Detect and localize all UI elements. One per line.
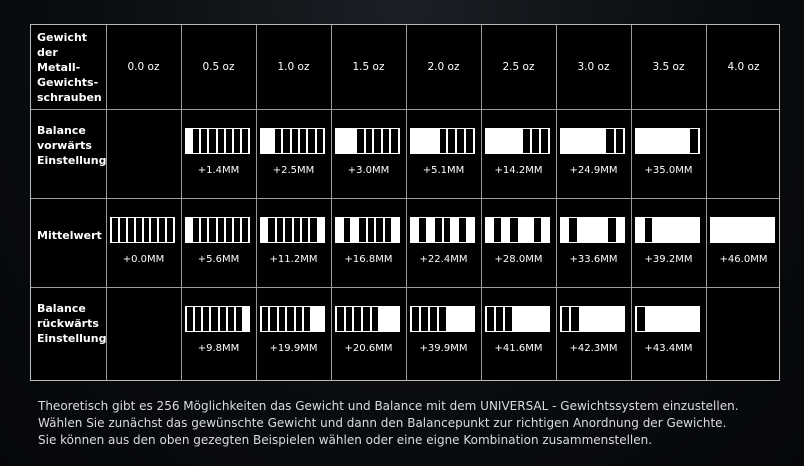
bar-weight-segment: [521, 307, 528, 331]
bar-weight-segment: [609, 307, 616, 331]
bar-empty-segment: [307, 129, 315, 153]
weight-bar: [635, 217, 700, 243]
bar-empty-segment: [458, 218, 467, 242]
row-label-line: Einstellung: [37, 154, 107, 167]
bar-empty-segment: [493, 218, 502, 242]
column-header: 0.0 oz: [127, 61, 160, 73]
weight-bar: [485, 128, 550, 154]
bar-empty-segment: [267, 218, 275, 242]
row-label-line: Balance: [37, 124, 86, 137]
weight-bar: [110, 217, 175, 243]
weight-bar: [335, 217, 400, 243]
row-label-line: Balance: [37, 302, 86, 315]
bar-empty-segment: [284, 218, 292, 242]
bar-weight-segment: [467, 307, 474, 331]
bar-empty-segment: [241, 129, 249, 153]
bar-empty-segment: [192, 129, 200, 153]
offset-value: +42.3MM: [569, 343, 618, 354]
bar-weight-segment: [507, 129, 514, 153]
column-header: 2.5 oz: [502, 61, 535, 73]
bar-empty-segment: [200, 218, 208, 242]
bar-empty-segment: [219, 307, 227, 331]
bar-empty-segment: [119, 218, 127, 242]
bar-weight-segment: [602, 307, 609, 331]
bar-weight-segment: [467, 218, 474, 242]
bar-weight-segment: [711, 218, 719, 242]
offset-value: +19.9MM: [269, 343, 318, 354]
offset-value: +41.6MM: [494, 343, 543, 354]
bar-weight-segment: [351, 218, 358, 242]
bar-weight-segment: [542, 307, 549, 331]
bar-weight-segment: [432, 129, 439, 153]
weight-bar: [560, 306, 625, 332]
bar-weight-segment: [743, 218, 751, 242]
bar-empty-segment: [486, 307, 495, 331]
row-label-line: Einstellung: [37, 332, 107, 345]
weight-bar: [635, 128, 700, 154]
bar-empty-segment: [356, 129, 365, 153]
bar-empty-segment: [336, 307, 345, 331]
bar-weight-segment: [427, 218, 434, 242]
column-header: 3.5 oz: [652, 61, 685, 73]
bar-weight-segment: [727, 218, 735, 242]
bar-empty-segment: [269, 307, 277, 331]
weight-bar: [185, 217, 250, 243]
weight-bar: [185, 306, 250, 332]
weight-bar: [485, 306, 550, 332]
bar-empty-segment: [434, 218, 443, 242]
bar-weight-segment: [561, 218, 568, 242]
bar-weight-segment: [411, 129, 418, 153]
bar-empty-segment: [465, 129, 474, 153]
grid-hline: [31, 198, 779, 199]
bar-empty-segment: [166, 218, 174, 242]
offset-value: +39.2MM: [644, 254, 693, 265]
offset-value: +5.6MM: [197, 254, 240, 265]
bar-weight-segment: [617, 218, 624, 242]
bar-weight-segment: [318, 218, 324, 242]
bar-empty-segment: [358, 218, 367, 242]
bar-weight-segment: [636, 218, 644, 242]
bar-weight-segment: [669, 218, 677, 242]
bar-empty-segment: [456, 129, 465, 153]
bar-weight-segment: [598, 129, 605, 153]
bar-empty-segment: [200, 129, 208, 153]
bar-weight-segment: [502, 218, 509, 242]
bar-weight-segment: [646, 307, 654, 331]
bar-empty-segment: [143, 218, 151, 242]
bar-weight-segment: [644, 129, 652, 153]
column-header: 3.0 oz: [577, 61, 610, 73]
bar-weight-segment: [691, 307, 699, 331]
bar-empty-segment: [373, 129, 382, 153]
bar-empty-segment: [429, 307, 438, 331]
bar-empty-segment: [443, 218, 452, 242]
weight-bar: [185, 128, 250, 154]
bar-empty-segment: [210, 307, 218, 331]
bar-weight-segment: [411, 218, 418, 242]
bar-weight-segment: [343, 129, 350, 153]
bar-weight-segment: [392, 307, 399, 331]
footer-line-2: Wählen Sie zunächst das gewünschte Gewicht und dann den Balancepunkt zur richtigen Anordnung der Gewichte.: [38, 416, 727, 430]
header-label-line: der: [37, 46, 58, 59]
bar-weight-segment: [676, 307, 684, 331]
bar-empty-segment: [241, 218, 249, 242]
offset-value: +16.8MM: [344, 254, 393, 265]
offset-value: +2.5MM: [272, 165, 315, 176]
bar-empty-segment: [522, 129, 531, 153]
bar-empty-segment: [605, 129, 614, 153]
bar-weight-segment: [535, 307, 542, 331]
offset-value: +9.8MM: [197, 343, 240, 354]
bar-empty-segment: [533, 218, 542, 242]
bar-empty-segment: [418, 218, 427, 242]
bar-empty-segment: [411, 307, 420, 331]
bar-weight-segment: [526, 218, 533, 242]
bar-weight-segment: [418, 129, 425, 153]
bar-empty-segment: [295, 307, 303, 331]
row-label: [37, 301, 107, 346]
bar-weight-segment: [684, 218, 692, 242]
weight-bar: [410, 217, 475, 243]
header-label-line: schrauben: [37, 91, 102, 104]
bar-empty-segment: [303, 307, 311, 331]
bar-weight-segment: [684, 307, 692, 331]
footer-line-1: Theoretisch gibt es 256 Möglichkeiten das Gewicht und Balance mit dem UNIVERSAL - Gewichtssystem einzustellen.: [38, 399, 739, 413]
bar-weight-segment: [676, 218, 684, 242]
bar-empty-segment: [438, 307, 447, 331]
weight-bar: [335, 128, 400, 154]
header-label-line: Metall-: [37, 61, 81, 74]
weight-bar: [410, 306, 475, 332]
bar-empty-segment: [561, 307, 570, 331]
bar-empty-segment: [276, 218, 284, 242]
weight-bar: [710, 217, 775, 243]
bar-empty-segment: [217, 218, 225, 242]
bar-weight-segment: [425, 129, 432, 153]
bar-empty-segment: [375, 218, 384, 242]
offset-value: +28.0MM: [494, 254, 543, 265]
bar-empty-segment: [158, 218, 166, 242]
bar-weight-segment: [568, 129, 575, 153]
column-header: 1.5 oz: [352, 61, 385, 73]
bar-weight-segment: [576, 129, 583, 153]
bar-empty-segment: [343, 218, 352, 242]
bar-weight-segment: [674, 129, 682, 153]
bar-empty-segment: [194, 307, 202, 331]
bar-weight-segment: [595, 307, 602, 331]
bar-weight-segment: [493, 129, 500, 153]
bar-empty-segment: [504, 307, 513, 331]
bar-weight-segment: [719, 218, 727, 242]
bar-empty-segment: [286, 307, 294, 331]
bar-weight-segment: [766, 218, 774, 242]
bar-empty-segment: [540, 129, 549, 153]
bar-weight-segment: [600, 218, 607, 242]
offset-value: +5.1MM: [422, 165, 465, 176]
weight-bar: [485, 217, 550, 243]
bar-empty-segment: [299, 129, 307, 153]
bar-empty-segment: [282, 129, 290, 153]
bar-weight-segment: [669, 307, 677, 331]
weight-bar: [410, 128, 475, 154]
bar-empty-segment: [615, 129, 624, 153]
bar-weight-segment: [349, 129, 356, 153]
weight-bar: [560, 128, 625, 154]
bar-weight-segment: [651, 129, 659, 153]
bar-weight-segment: [453, 307, 460, 331]
bar-empty-segment: [186, 307, 194, 331]
bar-empty-segment: [225, 218, 233, 242]
bar-empty-segment: [345, 307, 354, 331]
bar-empty-segment: [111, 218, 119, 242]
bar-weight-segment: [386, 307, 393, 331]
bar-empty-segment: [382, 129, 391, 153]
bar-empty-segment: [301, 218, 309, 242]
header-label: [37, 30, 107, 105]
bar-empty-segment: [278, 307, 286, 331]
offset-value: +20.6MM: [344, 343, 393, 354]
offset-value: +1.4MM: [197, 165, 240, 176]
bar-empty-segment: [689, 129, 699, 153]
bar-empty-segment: [365, 129, 374, 153]
bar-weight-segment: [447, 307, 454, 331]
weight-bar: [260, 128, 325, 154]
bar-weight-segment: [451, 218, 458, 242]
bar-weight-segment: [661, 218, 669, 242]
bar-weight-segment: [528, 307, 535, 331]
offset-value: +43.4MM: [644, 343, 693, 354]
bar-empty-segment: [509, 218, 518, 242]
bar-weight-segment: [561, 129, 568, 153]
row-label-line: Mittelwert: [37, 229, 102, 242]
bar-weight-segment: [587, 307, 594, 331]
column-header: 4.0 oz: [727, 61, 760, 73]
bar-empty-segment: [362, 307, 371, 331]
bar-empty-segment: [447, 129, 456, 153]
bar-weight-segment: [659, 129, 667, 153]
footer-text: [38, 398, 788, 449]
bar-empty-segment: [636, 307, 646, 331]
bar-empty-segment: [420, 307, 429, 331]
bar-empty-segment: [261, 307, 269, 331]
offset-value: +14.2MM: [494, 165, 543, 176]
bar-empty-segment: [495, 307, 504, 331]
offset-value: +0.0MM: [122, 254, 165, 265]
bar-empty-segment: [644, 218, 654, 242]
column-header: 0.5 oz: [202, 61, 235, 73]
bar-empty-segment: [570, 307, 579, 331]
bar-empty-segment: [217, 129, 225, 153]
bar-empty-segment: [225, 129, 233, 153]
bar-weight-segment: [513, 307, 520, 331]
header-label-line: Gewicht: [37, 31, 88, 44]
offset-value: +39.9MM: [419, 343, 468, 354]
bar-weight-segment: [392, 218, 399, 242]
bar-empty-segment: [127, 218, 135, 242]
bar-empty-segment: [367, 218, 376, 242]
column-header: 2.0 oz: [427, 61, 460, 73]
offset-value: +3.0MM: [347, 165, 390, 176]
bar-empty-segment: [371, 307, 380, 331]
row-label: [37, 123, 107, 168]
weight-bar: [560, 217, 625, 243]
bar-weight-segment: [486, 129, 493, 153]
bar-weight-segment: [617, 307, 624, 331]
weight-balance-table: [30, 24, 780, 381]
bar-weight-segment: [486, 218, 493, 242]
bar-empty-segment: [439, 129, 448, 153]
bar-empty-segment: [568, 218, 577, 242]
weight-bar: [260, 306, 325, 332]
bar-weight-segment: [500, 129, 507, 153]
footer-line-3: Sie können aus den oben gezegten Beispielen wählen oder eine eigne Kombination zusammenstellen.: [38, 433, 653, 447]
bar-weight-segment: [735, 218, 743, 242]
bar-empty-segment: [293, 218, 301, 242]
bar-weight-segment: [593, 218, 600, 242]
bar-empty-segment: [274, 129, 282, 153]
offset-value: +11.2MM: [269, 254, 318, 265]
bar-weight-segment: [583, 129, 590, 153]
bar-empty-segment: [353, 307, 362, 331]
bar-empty-segment: [233, 129, 241, 153]
bar-empty-segment: [316, 129, 324, 153]
header-label-line: Gewichts-: [37, 76, 99, 89]
bar-weight-segment: [519, 218, 526, 242]
bar-weight-segment: [460, 307, 467, 331]
grid-hline: [31, 287, 779, 288]
bar-empty-segment: [390, 129, 399, 153]
bar-weight-segment: [379, 307, 386, 331]
bar-empty-segment: [208, 218, 216, 242]
offset-value: +46.0MM: [719, 254, 768, 265]
bar-weight-segment: [653, 307, 661, 331]
bar-empty-segment: [309, 218, 317, 242]
bar-empty-segment: [227, 307, 235, 331]
row-label-line: vorwärts: [37, 139, 92, 152]
bar-empty-segment: [150, 218, 158, 242]
bar-weight-segment: [591, 129, 598, 153]
bar-weight-segment: [653, 218, 661, 242]
bar-weight-segment: [661, 307, 669, 331]
bar-empty-segment: [192, 218, 200, 242]
column-header: 1.0 oz: [277, 61, 310, 73]
bar-empty-segment: [235, 307, 243, 331]
bar-weight-segment: [243, 307, 249, 331]
bar-weight-segment: [667, 129, 675, 153]
row-label: [37, 228, 107, 243]
bar-weight-segment: [636, 129, 644, 153]
offset-value: +33.6MM: [569, 254, 618, 265]
bar-weight-segment: [580, 307, 587, 331]
bar-weight-segment: [515, 129, 522, 153]
bar-empty-segment: [531, 129, 540, 153]
row-label-line: rückwärts: [37, 317, 99, 330]
bar-weight-segment: [585, 218, 592, 242]
bar-weight-segment: [758, 218, 766, 242]
weight-bar: [260, 217, 325, 243]
bar-weight-segment: [318, 307, 324, 331]
bar-weight-segment: [578, 218, 585, 242]
weight-bar: [335, 306, 400, 332]
bar-weight-segment: [682, 129, 690, 153]
offset-value: +35.0MM: [644, 165, 693, 176]
offset-value: +24.9MM: [569, 165, 618, 176]
bar-empty-segment: [607, 218, 616, 242]
bar-empty-segment: [208, 129, 216, 153]
bar-empty-segment: [202, 307, 210, 331]
bar-weight-segment: [336, 129, 343, 153]
bar-weight-segment: [542, 218, 549, 242]
offset-value: +22.4MM: [419, 254, 468, 265]
bar-empty-segment: [233, 218, 241, 242]
bar-weight-segment: [691, 218, 699, 242]
bar-weight-segment: [750, 218, 758, 242]
bar-empty-segment: [384, 218, 393, 242]
bar-weight-segment: [336, 218, 343, 242]
grid-hline: [31, 109, 779, 110]
bar-empty-segment: [291, 129, 299, 153]
weight-bar: [635, 306, 700, 332]
bar-empty-segment: [135, 218, 143, 242]
